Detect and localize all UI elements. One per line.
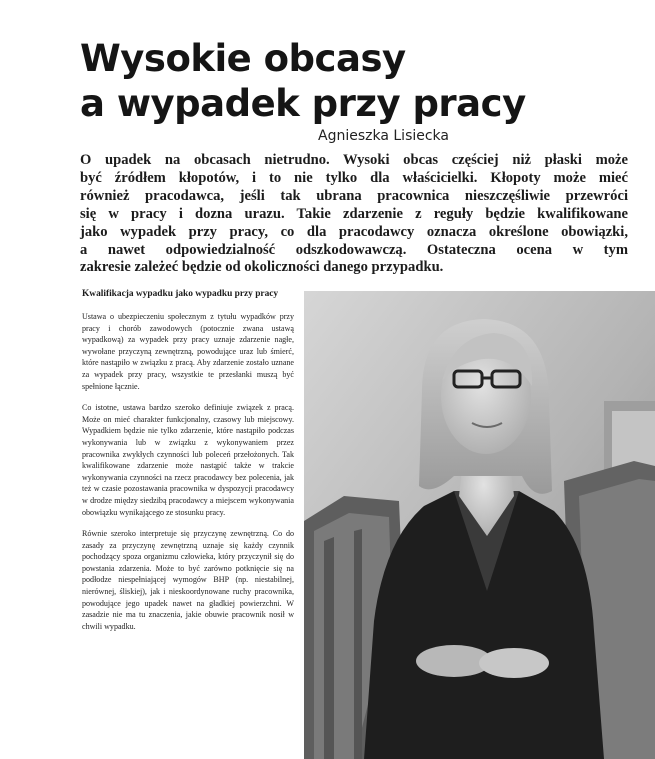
lead-line: zakresie zależeć będzie od okoliczności danego przypadku. [80,259,444,276]
body-paragraph-2: Co istotne, ustawa bardzo szeroko definiuje związek z pracą. Może on mieć charakter funkcjonalny, czasowy lub miejscowy. Wypadkiem będzie nie tylko zdarzenie, które nastąpiło podczas wykonywania lub w związku z wykonywaniem przez pracownika zwykłych czynności lub poleceń przełożonych. Tak kwalifikowane zdarzenie może nastąpić także w trakcie wykonywania czynności na rzecz pracodawcy bez polecenia, jak też w czasie pozostawania pracownika w dyspozycji pracodawcy w drodze między siedzibą pracodawcy a miejscem wykonywania obowiązku wynikającego ze stosunku pracy. [82,403,294,517]
author-name: Agnieszka Lisiecka [318,128,449,144]
title-line-2: a wypadek przy pracy [80,82,526,125]
article-title [80,36,640,126]
lead-line: również pracodawca, jeśli tak ubrana pracownica nieszczęśliwie przewróci [80,187,628,204]
lead-paragraph [80,152,628,277]
lead-line: O upadek na obcasach nietrudno. Wysoki obcas częściej niż płaski może [80,152,628,168]
lead-line: a nawet odpowiedzialność odszkodowawczą. Ostateczna ocena w tym [80,241,628,258]
lead-line: jako wypadek przy pracy, co dla pracodawcy oznacza określone obowiązki, [80,223,628,240]
body-paragraph-1: Ustawa o ubezpieczeniu społecznym z tytułu wypadków przy pracy i chorób zawodowych (potocznie zwana ustawą wypadkową) za wypadek przy pracy uznaje zdarzenie nagłe, wywołane przyczyną zewnętrzną, powodujące uraz lub śmierć, które nastąpiło w związku z pracą. Aby zdarzenie zostało uznane za wypadek przy pracy, wszystkie te przesłanki muszą być spełnione łącznie. [82,312,294,391]
title-line-1: Wysokie obcasy [80,37,406,80]
lead-line: się w pracy i dozna urazu. Takie zdarzenie z reguły będzie kwalifikowane [80,205,628,222]
body-paragraph-3: Równie szeroko interpretuje się przyczynę zewnętrzną. Co do zasady za przyczynę zewnętrzną uznaje się każdy czynnik pochodzący spoza organizmu człowieka, który przyczynił się do powstania zdarzenia. Może to być zarówno potknięcie się na podłodze niespełniającej wymogów BHP (np. niestabilnej, nierównej, śliskiej), jak i nieskoordynowane ruchy pracownika, powodujące jego upadek nawet na gładkiej powierzchni. W zasadzie nie ma tu znaczenia, jakie obuwie pracownik nosił w chwili wypadku. [82,529,294,631]
lead-line: być źródłem kłopotów, i to nie tylko dla właścicielki. Kłopoty może mieć [80,169,628,186]
body-column [82,311,294,642]
author-photo-illustration [304,291,655,759]
author-photo [304,291,655,759]
section-heading: Kwalifikacja wypadku jako wypadku przy pracy [82,289,279,299]
